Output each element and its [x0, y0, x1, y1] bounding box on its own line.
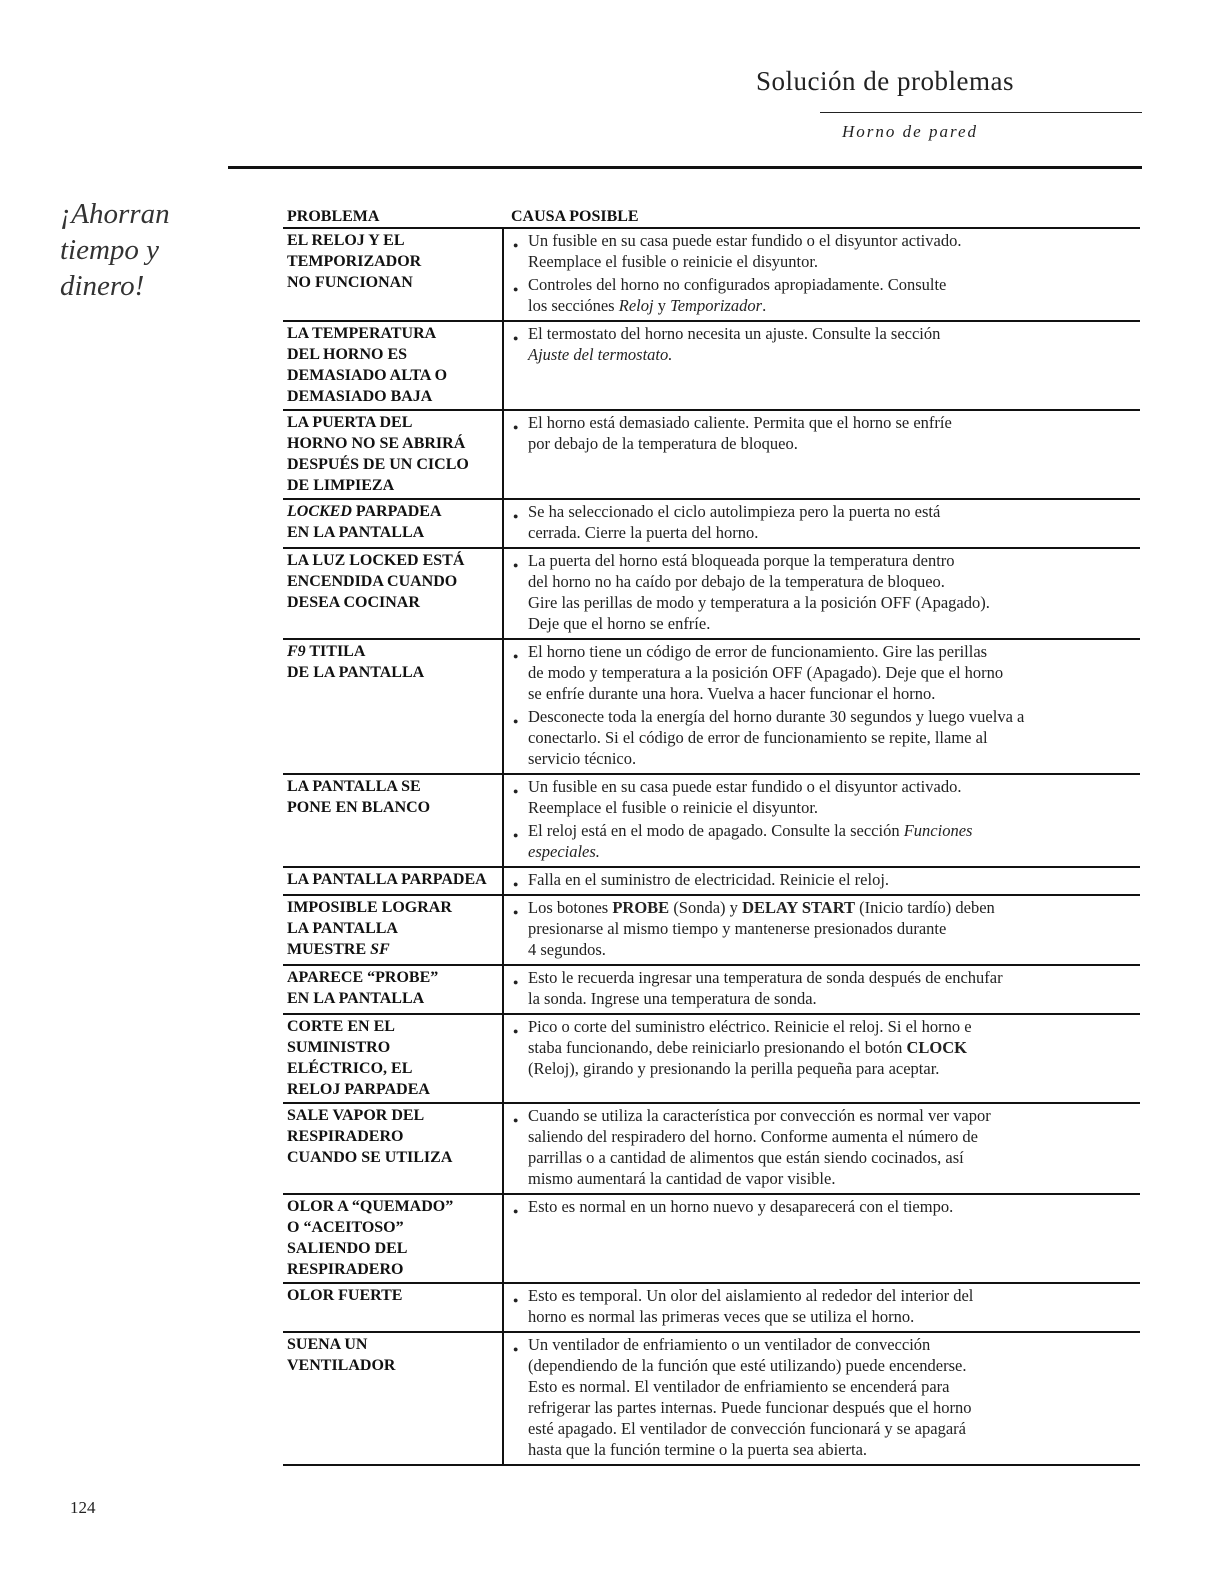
table-row — [283, 965, 1140, 1014]
cause-bullet — [512, 230, 1136, 272]
problem-line: RELOJ PARPADEA — [287, 1081, 430, 1098]
button-name: PROBE — [612, 898, 670, 917]
bullet-dot-icon: ● — [513, 716, 519, 726]
cause-line — [528, 412, 1136, 433]
table-row — [283, 895, 1140, 965]
cause-text: se enfríe durante una hora. Vuelva a hacer funcionar el horno. — [528, 684, 936, 703]
cause-text: por debajo de la temperatura de bloqueo. — [528, 434, 798, 453]
problem-cell — [283, 639, 503, 774]
cause-text: Un fusible en su casa puede estar fundido o el disyuntor activado. — [528, 777, 962, 796]
cause-text: parrillas o a cantidad de alimentos que están siendo cocinados, así — [528, 1148, 964, 1167]
problem-line: SUMINISTRO — [287, 1039, 391, 1056]
cause-text: Deje que el horno se enfríe. — [528, 614, 711, 633]
problem-line: O “ACEITOSO” — [287, 1219, 404, 1236]
problem-line: SUENA UN — [287, 1336, 368, 1353]
cause-cell — [503, 965, 1140, 1014]
page-number: 124 — [70, 1498, 96, 1517]
cause-line: 4 segundos. — [528, 940, 606, 959]
cause-bullet — [512, 1105, 1136, 1189]
bullet-dot-icon: ● — [513, 333, 519, 343]
bullet-dot-icon: ● — [513, 1295, 519, 1305]
table-row — [283, 1103, 1140, 1194]
cause-text: Esto es temporal. Un olor del aislamiento al rededor del interior del — [528, 1286, 974, 1305]
column-header-problem: PROBLEMA — [283, 206, 503, 228]
table-row — [283, 1194, 1140, 1283]
cause-cell — [503, 1103, 1140, 1194]
problem-italic-word: F9 — [287, 643, 306, 660]
cause-line — [528, 797, 1136, 818]
cause-line — [528, 1439, 1136, 1460]
cause-text: Esto es normal en un horno nuevo y desaparecerá con el tiempo. — [528, 1197, 954, 1216]
table-row — [283, 774, 1140, 867]
cause-text: (Inicio tardío) deben — [855, 898, 995, 917]
page-subtitle: Horno de pared — [842, 122, 978, 141]
cause-cell — [503, 1283, 1140, 1332]
cause-line — [528, 501, 1136, 522]
cause-text: Cuando se utiliza la característica por convección es normal ver vapor — [528, 1106, 991, 1125]
cause-text: Falla en el suministro de electricidad. Reinicie el reloj. — [528, 870, 890, 889]
cause-text: La puerta del horno está bloqueada porque la temperatura dentro — [528, 551, 955, 570]
cause-text: cerrada. Cierre la puerta del horno. — [528, 523, 759, 542]
bullet-dot-icon: ● — [513, 977, 519, 987]
problem-cell — [283, 321, 503, 410]
problem-line: OLOR FUERTE — [287, 1287, 403, 1304]
problem-line — [287, 641, 498, 662]
tagline-line: tiempo y — [60, 234, 160, 266]
problem-line: LA PANTALLA — [287, 920, 398, 937]
problem-line — [287, 939, 498, 960]
bullet-dot-icon: ● — [513, 511, 519, 521]
cause-line — [528, 571, 1136, 592]
cause-text: saliendo del respiradero del horno. Conforme aumenta el número de — [528, 1127, 978, 1146]
cause-cell — [503, 321, 1140, 410]
problem-line: LA PANTALLA SE — [287, 778, 421, 795]
cause-line — [528, 1105, 1136, 1126]
table-row — [283, 1332, 1140, 1465]
cause-line — [528, 1147, 1136, 1168]
table-row — [283, 1014, 1140, 1103]
cause-bullet — [512, 1196, 1136, 1217]
problem-cell — [283, 1103, 503, 1194]
cause-line — [528, 641, 1136, 662]
cause-text: El horno tiene un código de error de funcionamiento. Gire las perillas — [528, 642, 988, 661]
cause-line — [528, 1168, 1136, 1189]
cause-line — [528, 230, 1136, 251]
problem-line: ELÉCTRICO, EL — [287, 1060, 413, 1077]
cause-line — [528, 274, 1136, 295]
cause-bullet — [512, 776, 1136, 818]
bullet-dot-icon: ● — [513, 1344, 519, 1354]
cause-text: mismo aumentará la cantidad de vapor visible. — [528, 1169, 836, 1188]
cause-line: (Reloj), girando y presionando la perilla pequeña para aceptar. — [528, 1059, 940, 1078]
cause-line — [528, 897, 1136, 918]
problem-line: DESPUÉS DE UN CICLO — [287, 456, 469, 473]
cause-line — [528, 1397, 1136, 1418]
cause-cell — [503, 639, 1140, 774]
problem-line: LA LUZ LOCKED ESTÁ — [287, 552, 465, 569]
cause-line — [528, 613, 1136, 634]
problem-line: DESEA COCINAR — [287, 594, 420, 611]
cause-line — [528, 727, 1136, 748]
cause-cell — [503, 548, 1140, 639]
cause-text: El horno está demasiado caliente. Permita que el horno se enfríe — [528, 413, 952, 432]
problem-line: HORNO NO SE ABRIRÁ — [287, 435, 466, 452]
bullet-dot-icon: ● — [513, 907, 519, 917]
cause-cell — [503, 1194, 1140, 1283]
cause-text: de modo y temperatura a la posición OFF (Apagado). Deje que el horno — [528, 663, 1004, 682]
bullet-dot-icon: ● — [513, 284, 519, 294]
section-reference: Ajuste del termostato. — [528, 345, 673, 364]
title-rule — [820, 112, 1142, 113]
problem-line: ENCENDIDA CUANDO — [287, 573, 458, 590]
problem-cell — [283, 410, 503, 499]
cause-bullet — [512, 550, 1136, 634]
cause-text: los secciónes — [528, 296, 615, 315]
problem-cell — [283, 499, 503, 548]
page-title: Solución de problemas — [756, 66, 1014, 96]
cause-line — [528, 662, 1136, 683]
cause-line — [528, 1334, 1136, 1355]
cause-line — [528, 1376, 1136, 1397]
cause-line — [528, 776, 1136, 797]
cause-text: Esto le recuerda ingresar una temperatura de sonda después de enchufar — [528, 968, 1003, 987]
cause-text: Desconecte toda la energía del horno durante 30 segundos y luego vuelva a — [528, 707, 1025, 726]
problem-cell — [283, 895, 503, 965]
problem-line: EL RELOJ Y EL — [287, 232, 405, 249]
cause-text: Gire las perillas de modo y temperatura a la posición OFF (Apagado). — [528, 593, 990, 612]
cause-text: hasta que la función termine o la puerta sea abierta. — [528, 1440, 868, 1459]
problem-text: MUESTRE — [287, 941, 367, 958]
cause-line — [528, 522, 1136, 543]
cause-text: Reemplace el fusible o reinicie el disyuntor. — [528, 798, 819, 817]
cause-line — [528, 869, 1136, 890]
cause-bullet — [512, 897, 1136, 960]
problem-line: LA PUERTA DEL — [287, 414, 413, 431]
cause-cell — [503, 499, 1140, 548]
cause-line — [528, 1196, 1136, 1217]
cause-line — [528, 1418, 1136, 1439]
cause-cell — [503, 774, 1140, 867]
cause-line — [528, 251, 1136, 272]
cause-text: servicio técnico. — [528, 749, 637, 768]
table-row — [283, 1283, 1140, 1332]
cause-bullet — [512, 706, 1136, 769]
cause-text: Se ha seleccionado el ciclo autolimpieza pero la puerta no está — [528, 502, 941, 521]
problem-line: APARECE “PROBE” — [287, 969, 439, 986]
cause-line — [528, 683, 1136, 704]
problem-line: DE LA PANTALLA — [287, 664, 425, 681]
problem-line: TEMPORIZADOR — [287, 253, 422, 270]
problem-line: OLOR A “QUEMADO” — [287, 1198, 454, 1215]
cause-text: conectarlo. Si el código de error de funcionamiento se repite, llame al — [528, 728, 988, 747]
cause-text: Esto es normal. El ventilador de enfriamiento se encenderá para — [528, 1377, 950, 1396]
cause-line — [528, 967, 1136, 988]
problem-cell — [283, 1014, 503, 1103]
cause-line — [528, 323, 1136, 344]
bullet-dot-icon: ● — [513, 240, 519, 250]
bullet-dot-icon: ● — [513, 560, 519, 570]
problem-line: DEMASIADO ALTA O — [287, 367, 448, 384]
cause-bullet — [512, 1285, 1136, 1327]
problem-line: DE LIMPIEZA — [287, 477, 395, 494]
section-reference: Temporizador — [670, 296, 763, 315]
cause-line — [528, 1126, 1136, 1147]
cause-text: Un fusible en su casa puede estar fundido o el disyuntor activado. — [528, 231, 962, 250]
cause-bullet — [512, 1016, 1136, 1079]
cause-cell — [503, 228, 1140, 321]
cause-line: presionarse al mismo tiempo y mantenerse presionados durante — [528, 919, 947, 938]
button-name: CLOCK — [906, 1038, 967, 1057]
problem-line: NO FUNCIONAN — [287, 274, 413, 291]
cause-text: Controles del horno no configurados apropiadamente. Consulte — [528, 275, 947, 294]
problem-line: SALIENDO DEL — [287, 1240, 408, 1257]
cause-cell — [503, 1014, 1140, 1103]
cause-line — [528, 820, 1136, 841]
tagline-line: ¡Ahorran — [60, 198, 170, 230]
cause-cell — [503, 1332, 1140, 1465]
table-row — [283, 410, 1140, 499]
problem-italic-word: SF — [370, 941, 390, 958]
cause-line — [528, 1285, 1136, 1306]
bullet-dot-icon: ● — [513, 786, 519, 796]
header-rule — [228, 166, 1142, 169]
problem-line: LA TEMPERATURA — [287, 325, 437, 342]
cause-bullet — [512, 274, 1136, 316]
column-header-cause: CAUSA POSIBLE — [503, 206, 1140, 228]
bullet-dot-icon: ● — [513, 1026, 519, 1036]
cause-line: Pico o corte del suministro eléctrico. Reinicie el reloj. Si el horno e — [528, 1017, 972, 1036]
problem-cell — [283, 1283, 503, 1332]
problem-line: IMPOSIBLE LOGRAR — [287, 899, 452, 916]
cause-cell — [503, 410, 1140, 499]
problem-line: CORTE EN EL — [287, 1018, 395, 1035]
problem-cell — [283, 1194, 503, 1283]
table-row — [283, 548, 1140, 639]
table-row — [283, 499, 1140, 548]
problem-text: TITILA — [305, 643, 366, 660]
bullet-dot-icon: ● — [513, 651, 519, 661]
section-reference: especiales. — [528, 842, 600, 861]
cause-line — [528, 592, 1136, 613]
cause-line — [528, 433, 1136, 454]
problem-line: EN LA PANTALLA — [287, 524, 425, 541]
bullet-dot-icon: ● — [513, 830, 519, 840]
cause-text: Un ventilador de enfriamiento o un ventilador de convección — [528, 1335, 931, 1354]
problem-cell — [283, 548, 503, 639]
troubleshooting-table — [283, 206, 1140, 1466]
problem-cell — [283, 774, 503, 867]
table-row — [283, 867, 1140, 895]
problem-cell — [283, 965, 503, 1014]
problem-line: EN LA PANTALLA — [287, 990, 425, 1007]
problem-line: SALE VAPOR DEL — [287, 1107, 425, 1124]
bullet-dot-icon: ● — [513, 422, 519, 432]
cause-text: (Sonda) y — [669, 898, 743, 917]
cause-bullet — [512, 820, 1136, 862]
cause-text: la sonda. Ingrese una temperatura de sonda. — [528, 989, 817, 1008]
cause-bullet — [512, 1334, 1136, 1460]
section-reference: Funciones — [903, 821, 973, 840]
cause-bullet — [512, 412, 1136, 454]
tagline-line: dinero! — [60, 270, 145, 302]
cause-text: El termostato del horno necesita un ajuste. Consulte la sección — [528, 324, 941, 343]
cause-text: horno es normal las primeras veces que se utiliza el horno. — [528, 1307, 915, 1326]
cause-bullet — [512, 501, 1136, 543]
cause-line — [528, 295, 1136, 316]
cause-line — [528, 748, 1136, 769]
sidebar-tagline — [60, 196, 210, 304]
cause-bullet — [512, 641, 1136, 704]
cause-bullet — [512, 323, 1136, 365]
cause-text: . — [762, 296, 767, 315]
cause-bullet — [512, 967, 1136, 1009]
cause-text: El reloj está en el modo de apagado. Consulte la sección — [528, 821, 900, 840]
problem-cell — [283, 228, 503, 321]
cause-line — [528, 1306, 1136, 1327]
cause-line — [528, 1037, 1136, 1058]
problem-line: PONE EN BLANCO — [287, 799, 431, 816]
button-name: DELAY START — [742, 898, 856, 917]
cause-text: Reemplace el fusible o reinicie el disyuntor. — [528, 252, 819, 271]
table-header-row — [283, 206, 1140, 228]
table-row — [283, 321, 1140, 410]
bullet-dot-icon: ● — [513, 879, 519, 889]
problem-text: PARPADEA — [351, 503, 442, 520]
cause-text: Los botones — [528, 898, 613, 917]
cause-text: esté apagado. El ventilador de convección funcionará y se apagará — [528, 1419, 966, 1438]
section-reference: Reloj — [618, 296, 654, 315]
cause-text: del horno no ha caído por debajo de la temperatura de bloqueo. — [528, 572, 945, 591]
problem-cell — [283, 1332, 503, 1465]
cause-line — [528, 550, 1136, 571]
cause-bullet — [512, 869, 1136, 890]
problem-line: RESPIRADERO — [287, 1261, 404, 1278]
cause-line — [528, 988, 1136, 1009]
table-row — [283, 228, 1140, 321]
cause-text: staba funcionando, debe reiniciarlo presionando el botón — [528, 1038, 907, 1057]
problem-cell — [283, 867, 503, 895]
problem-line: VENTILADOR — [287, 1357, 396, 1374]
cause-text: y — [653, 296, 671, 315]
problem-line: DEL HORNO ES — [287, 346, 408, 363]
table-row — [283, 639, 1140, 774]
table-body — [283, 228, 1140, 1465]
bullet-dot-icon: ● — [513, 1115, 519, 1125]
problem-line: LA PANTALLA PARPADEA — [287, 871, 487, 888]
cause-text: refrigerar las partes internas. Puede funcionar después que el horno — [528, 1398, 972, 1417]
problem-line — [287, 501, 498, 522]
problem-line: DEMASIADO BAJA — [287, 388, 433, 405]
cause-cell — [503, 867, 1140, 895]
problem-line: CUANDO SE UTILIZA — [287, 1149, 453, 1166]
problem-italic-word: LOCKED — [287, 503, 352, 520]
cause-line — [528, 1355, 1136, 1376]
cause-line — [528, 706, 1136, 727]
bullet-dot-icon: ● — [513, 1206, 519, 1216]
problem-line: RESPIRADERO — [287, 1128, 404, 1145]
cause-cell — [503, 895, 1140, 965]
cause-text: (dependiendo de la función que esté utilizando) puede encenderse. — [528, 1356, 967, 1375]
